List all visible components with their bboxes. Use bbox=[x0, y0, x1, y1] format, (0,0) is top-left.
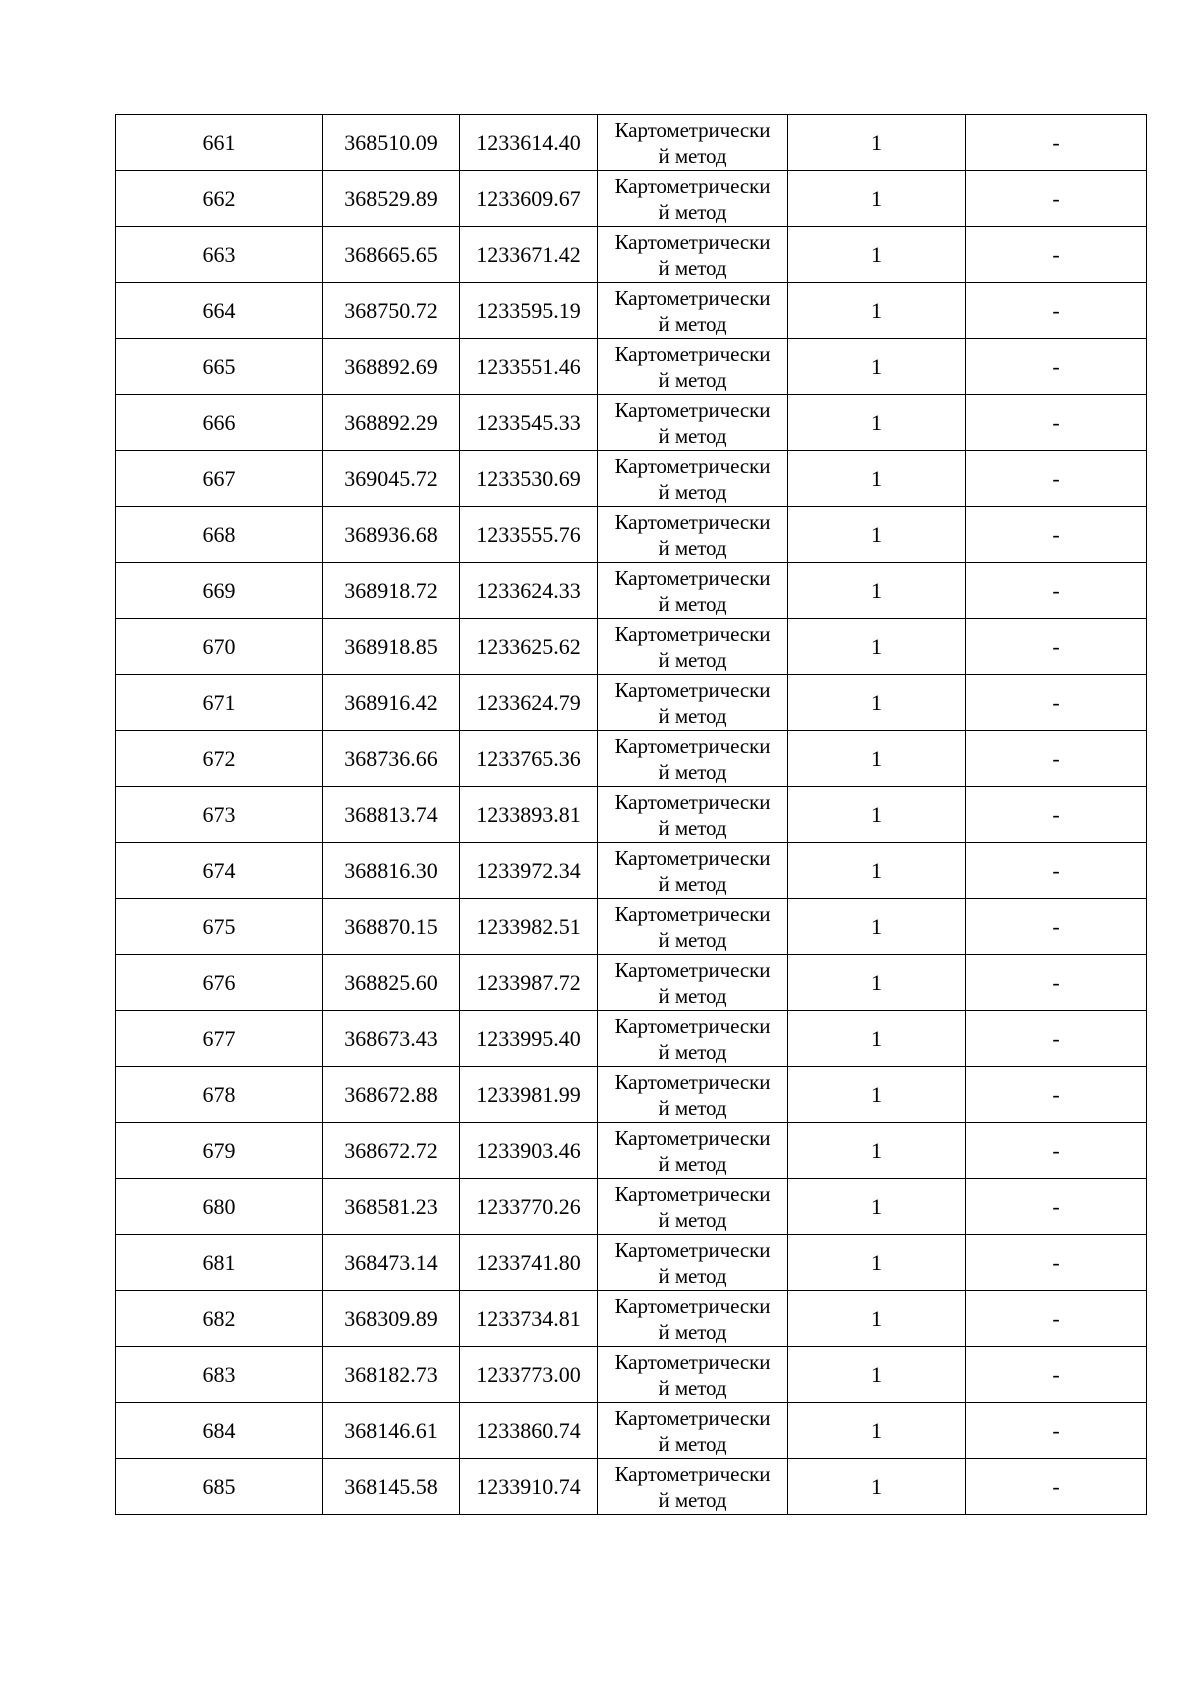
table-row bbox=[116, 1123, 1147, 1179]
method-line-2: й метод bbox=[658, 479, 727, 504]
table-row bbox=[116, 563, 1147, 619]
method-cell bbox=[598, 731, 788, 787]
point-number-cell: 670 bbox=[116, 619, 323, 675]
accuracy-cell: 1 bbox=[788, 1123, 966, 1179]
method-line-1: Картометрически bbox=[614, 341, 771, 366]
note-cell: - bbox=[966, 1011, 1147, 1067]
x-coordinate-cell: 368473.14 bbox=[323, 1235, 460, 1291]
y-coordinate-cell: 1233530.69 bbox=[460, 451, 598, 507]
method-cell bbox=[598, 115, 788, 171]
point-number-cell: 665 bbox=[116, 339, 323, 395]
note-cell: - bbox=[966, 283, 1147, 339]
table-row bbox=[116, 395, 1147, 451]
note-cell: - bbox=[966, 451, 1147, 507]
method-cell bbox=[598, 339, 788, 395]
accuracy-cell: 1 bbox=[788, 899, 966, 955]
accuracy-cell: 1 bbox=[788, 507, 966, 563]
method-line-1: Картометрически bbox=[614, 229, 771, 254]
table-row bbox=[116, 619, 1147, 675]
point-number-cell: 664 bbox=[116, 283, 323, 339]
note-cell: - bbox=[966, 339, 1147, 395]
y-coordinate-cell: 1233671.42 bbox=[460, 227, 598, 283]
method-line-1: Картометрически bbox=[614, 509, 771, 534]
note-cell: - bbox=[966, 1403, 1147, 1459]
method-cell bbox=[598, 563, 788, 619]
method-line-1: Картометрически bbox=[614, 957, 771, 982]
y-coordinate-cell: 1233773.00 bbox=[460, 1347, 598, 1403]
point-number-cell: 663 bbox=[116, 227, 323, 283]
note-cell: - bbox=[966, 955, 1147, 1011]
table-row bbox=[116, 339, 1147, 395]
y-coordinate-cell: 1233614.40 bbox=[460, 115, 598, 171]
y-coordinate-cell: 1233624.33 bbox=[460, 563, 598, 619]
table-row bbox=[116, 675, 1147, 731]
method-line-2: й метод bbox=[658, 1095, 727, 1120]
point-number-cell: 668 bbox=[116, 507, 323, 563]
accuracy-cell: 1 bbox=[788, 675, 966, 731]
method-cell bbox=[598, 171, 788, 227]
method-line-2: й метод bbox=[658, 1375, 727, 1400]
table-row bbox=[116, 507, 1147, 563]
method-line-2: й метод bbox=[658, 143, 727, 168]
method-line-2: й метод bbox=[658, 199, 727, 224]
x-coordinate-cell: 368510.09 bbox=[323, 115, 460, 171]
x-coordinate-cell: 368892.69 bbox=[323, 339, 460, 395]
method-line-1: Картометрически bbox=[614, 1013, 771, 1038]
y-coordinate-cell: 1233625.62 bbox=[460, 619, 598, 675]
method-line-1: Картометрически bbox=[614, 285, 771, 310]
accuracy-cell: 1 bbox=[788, 619, 966, 675]
y-coordinate-cell: 1233555.76 bbox=[460, 507, 598, 563]
x-coordinate-cell: 368736.66 bbox=[323, 731, 460, 787]
point-number-cell: 669 bbox=[116, 563, 323, 619]
accuracy-cell: 1 bbox=[788, 1067, 966, 1123]
method-line-1: Картометрически bbox=[614, 1125, 771, 1150]
accuracy-cell: 1 bbox=[788, 563, 966, 619]
method-line-2: й метод bbox=[658, 1431, 727, 1456]
method-line-2: й метод bbox=[658, 423, 727, 448]
method-line-1: Картометрически bbox=[614, 677, 771, 702]
point-number-cell: 676 bbox=[116, 955, 323, 1011]
method-line-2: й метод bbox=[658, 311, 727, 336]
method-line-2: й метод bbox=[658, 871, 727, 896]
x-coordinate-cell: 368665.65 bbox=[323, 227, 460, 283]
x-coordinate-cell: 368672.72 bbox=[323, 1123, 460, 1179]
y-coordinate-cell: 1233765.36 bbox=[460, 731, 598, 787]
note-cell: - bbox=[966, 171, 1147, 227]
table-row bbox=[116, 115, 1147, 171]
point-number-cell: 673 bbox=[116, 787, 323, 843]
accuracy-cell: 1 bbox=[788, 339, 966, 395]
note-cell: - bbox=[966, 843, 1147, 899]
point-number-cell: 671 bbox=[116, 675, 323, 731]
note-cell: - bbox=[966, 1067, 1147, 1123]
method-line-1: Картометрически bbox=[614, 117, 771, 142]
x-coordinate-cell: 368146.61 bbox=[323, 1403, 460, 1459]
method-cell bbox=[598, 1291, 788, 1347]
point-number-cell: 675 bbox=[116, 899, 323, 955]
x-coordinate-cell: 368916.42 bbox=[323, 675, 460, 731]
note-cell: - bbox=[966, 563, 1147, 619]
method-line-2: й метод bbox=[658, 535, 727, 560]
x-coordinate-cell: 368750.72 bbox=[323, 283, 460, 339]
method-line-2: й метод bbox=[658, 759, 727, 784]
point-number-cell: 679 bbox=[116, 1123, 323, 1179]
method-line-2: й метод bbox=[658, 1319, 727, 1344]
method-cell bbox=[598, 1347, 788, 1403]
accuracy-cell: 1 bbox=[788, 1011, 966, 1067]
method-line-1: Картометрически bbox=[614, 1237, 771, 1262]
accuracy-cell: 1 bbox=[788, 1347, 966, 1403]
accuracy-cell: 1 bbox=[788, 283, 966, 339]
x-coordinate-cell: 368918.72 bbox=[323, 563, 460, 619]
accuracy-cell: 1 bbox=[788, 1179, 966, 1235]
method-line-1: Картометрически bbox=[614, 397, 771, 422]
method-line-2: й метод bbox=[658, 983, 727, 1008]
x-coordinate-cell: 368813.74 bbox=[323, 787, 460, 843]
note-cell: - bbox=[966, 619, 1147, 675]
method-line-1: Картометрически bbox=[614, 733, 771, 758]
method-line-2: й метод bbox=[658, 367, 727, 392]
table-row bbox=[116, 955, 1147, 1011]
x-coordinate-cell: 368309.89 bbox=[323, 1291, 460, 1347]
note-cell: - bbox=[966, 227, 1147, 283]
accuracy-cell: 1 bbox=[788, 171, 966, 227]
method-line-1: Картометрически bbox=[614, 565, 771, 590]
method-cell bbox=[598, 1067, 788, 1123]
table-row bbox=[116, 1179, 1147, 1235]
method-cell bbox=[598, 227, 788, 283]
method-line-1: Картометрически bbox=[614, 1181, 771, 1206]
method-cell bbox=[598, 675, 788, 731]
method-line-2: й метод bbox=[658, 1207, 727, 1232]
y-coordinate-cell: 1233551.46 bbox=[460, 339, 598, 395]
accuracy-cell: 1 bbox=[788, 1403, 966, 1459]
point-number-cell: 681 bbox=[116, 1235, 323, 1291]
y-coordinate-cell: 1233893.81 bbox=[460, 787, 598, 843]
accuracy-cell: 1 bbox=[788, 1291, 966, 1347]
y-coordinate-cell: 1233910.74 bbox=[460, 1459, 598, 1515]
method-line-2: й метод bbox=[658, 1151, 727, 1176]
method-cell bbox=[598, 1403, 788, 1459]
method-line-1: Картометрически bbox=[614, 621, 771, 646]
x-coordinate-cell: 368182.73 bbox=[323, 1347, 460, 1403]
point-number-cell: 685 bbox=[116, 1459, 323, 1515]
method-line-2: й метод bbox=[658, 927, 727, 952]
note-cell: - bbox=[966, 675, 1147, 731]
y-coordinate-cell: 1233624.79 bbox=[460, 675, 598, 731]
table-row bbox=[116, 1347, 1147, 1403]
coordinates-table bbox=[115, 114, 1147, 1515]
x-coordinate-cell: 368145.58 bbox=[323, 1459, 460, 1515]
method-line-2: й метод bbox=[658, 1263, 727, 1288]
note-cell: - bbox=[966, 1291, 1147, 1347]
method-line-2: й метод bbox=[658, 591, 727, 616]
point-number-cell: 684 bbox=[116, 1403, 323, 1459]
point-number-cell: 672 bbox=[116, 731, 323, 787]
y-coordinate-cell: 1233734.81 bbox=[460, 1291, 598, 1347]
y-coordinate-cell: 1233545.33 bbox=[460, 395, 598, 451]
table-row bbox=[116, 731, 1147, 787]
y-coordinate-cell: 1233903.46 bbox=[460, 1123, 598, 1179]
point-number-cell: 678 bbox=[116, 1067, 323, 1123]
accuracy-cell: 1 bbox=[788, 227, 966, 283]
y-coordinate-cell: 1233609.67 bbox=[460, 171, 598, 227]
method-line-1: Картометрически bbox=[614, 453, 771, 478]
point-number-cell: 661 bbox=[116, 115, 323, 171]
table-row bbox=[116, 1067, 1147, 1123]
note-cell: - bbox=[966, 1235, 1147, 1291]
point-number-cell: 680 bbox=[116, 1179, 323, 1235]
method-cell bbox=[598, 843, 788, 899]
method-cell bbox=[598, 507, 788, 563]
table-row bbox=[116, 171, 1147, 227]
accuracy-cell: 1 bbox=[788, 115, 966, 171]
x-coordinate-cell: 368672.88 bbox=[323, 1067, 460, 1123]
x-coordinate-cell: 368870.15 bbox=[323, 899, 460, 955]
method-line-1: Картометрически bbox=[614, 1349, 771, 1374]
note-cell: - bbox=[966, 115, 1147, 171]
table-row bbox=[116, 1403, 1147, 1459]
method-cell bbox=[598, 1459, 788, 1515]
method-cell bbox=[598, 1123, 788, 1179]
table-row bbox=[116, 1011, 1147, 1067]
y-coordinate-cell: 1233741.80 bbox=[460, 1235, 598, 1291]
method-line-1: Картометрически bbox=[614, 1405, 771, 1430]
accuracy-cell: 1 bbox=[788, 843, 966, 899]
point-number-cell: 677 bbox=[116, 1011, 323, 1067]
note-cell: - bbox=[966, 395, 1147, 451]
table-row bbox=[116, 451, 1147, 507]
method-cell bbox=[598, 619, 788, 675]
table-row bbox=[116, 1291, 1147, 1347]
point-number-cell: 666 bbox=[116, 395, 323, 451]
method-cell bbox=[598, 1179, 788, 1235]
method-line-1: Картометрически bbox=[614, 845, 771, 870]
note-cell: - bbox=[966, 507, 1147, 563]
note-cell: - bbox=[966, 1179, 1147, 1235]
table-row bbox=[116, 283, 1147, 339]
method-cell bbox=[598, 1011, 788, 1067]
method-cell bbox=[598, 451, 788, 507]
x-coordinate-cell: 368673.43 bbox=[323, 1011, 460, 1067]
method-line-1: Картометрически bbox=[614, 1461, 771, 1486]
note-cell: - bbox=[966, 1123, 1147, 1179]
accuracy-cell: 1 bbox=[788, 451, 966, 507]
method-line-2: й метод bbox=[658, 1487, 727, 1512]
table-row bbox=[116, 899, 1147, 955]
x-coordinate-cell: 368892.29 bbox=[323, 395, 460, 451]
accuracy-cell: 1 bbox=[788, 1459, 966, 1515]
point-number-cell: 674 bbox=[116, 843, 323, 899]
coordinates-table-body bbox=[116, 115, 1147, 1515]
accuracy-cell: 1 bbox=[788, 1235, 966, 1291]
x-coordinate-cell: 368918.85 bbox=[323, 619, 460, 675]
method-cell bbox=[598, 395, 788, 451]
table-row bbox=[116, 227, 1147, 283]
note-cell: - bbox=[966, 731, 1147, 787]
method-cell bbox=[598, 787, 788, 843]
y-coordinate-cell: 1233595.19 bbox=[460, 283, 598, 339]
method-line-1: Картометрически bbox=[614, 173, 771, 198]
method-line-1: Картометрически bbox=[614, 901, 771, 926]
table-row bbox=[116, 1235, 1147, 1291]
x-coordinate-cell: 368581.23 bbox=[323, 1179, 460, 1235]
y-coordinate-cell: 1233972.34 bbox=[460, 843, 598, 899]
note-cell: - bbox=[966, 1347, 1147, 1403]
x-coordinate-cell: 368816.30 bbox=[323, 843, 460, 899]
table-row bbox=[116, 843, 1147, 899]
y-coordinate-cell: 1233770.26 bbox=[460, 1179, 598, 1235]
point-number-cell: 667 bbox=[116, 451, 323, 507]
point-number-cell: 662 bbox=[116, 171, 323, 227]
table-row bbox=[116, 1459, 1147, 1515]
y-coordinate-cell: 1233981.99 bbox=[460, 1067, 598, 1123]
method-line-1: Картометрически bbox=[614, 1069, 771, 1094]
method-line-2: й метод bbox=[658, 255, 727, 280]
accuracy-cell: 1 bbox=[788, 955, 966, 1011]
accuracy-cell: 1 bbox=[788, 731, 966, 787]
accuracy-cell: 1 bbox=[788, 787, 966, 843]
note-cell: - bbox=[966, 1459, 1147, 1515]
method-line-2: й метод bbox=[658, 815, 727, 840]
point-number-cell: 682 bbox=[116, 1291, 323, 1347]
x-coordinate-cell: 368529.89 bbox=[323, 171, 460, 227]
method-cell bbox=[598, 955, 788, 1011]
y-coordinate-cell: 1233987.72 bbox=[460, 955, 598, 1011]
x-coordinate-cell: 368936.68 bbox=[323, 507, 460, 563]
table-row bbox=[116, 787, 1147, 843]
x-coordinate-cell: 369045.72 bbox=[323, 451, 460, 507]
note-cell: - bbox=[966, 787, 1147, 843]
method-line-2: й метод bbox=[658, 1039, 727, 1064]
method-cell bbox=[598, 283, 788, 339]
y-coordinate-cell: 1233860.74 bbox=[460, 1403, 598, 1459]
point-number-cell: 683 bbox=[116, 1347, 323, 1403]
method-line-2: й метод bbox=[658, 647, 727, 672]
method-line-1: Картометрически bbox=[614, 789, 771, 814]
y-coordinate-cell: 1233982.51 bbox=[460, 899, 598, 955]
method-cell bbox=[598, 1235, 788, 1291]
x-coordinate-cell: 368825.60 bbox=[323, 955, 460, 1011]
accuracy-cell: 1 bbox=[788, 395, 966, 451]
method-line-1: Картометрически bbox=[614, 1293, 771, 1318]
y-coordinate-cell: 1233995.40 bbox=[460, 1011, 598, 1067]
method-line-2: й метод bbox=[658, 703, 727, 728]
note-cell: - bbox=[966, 899, 1147, 955]
method-cell bbox=[598, 899, 788, 955]
